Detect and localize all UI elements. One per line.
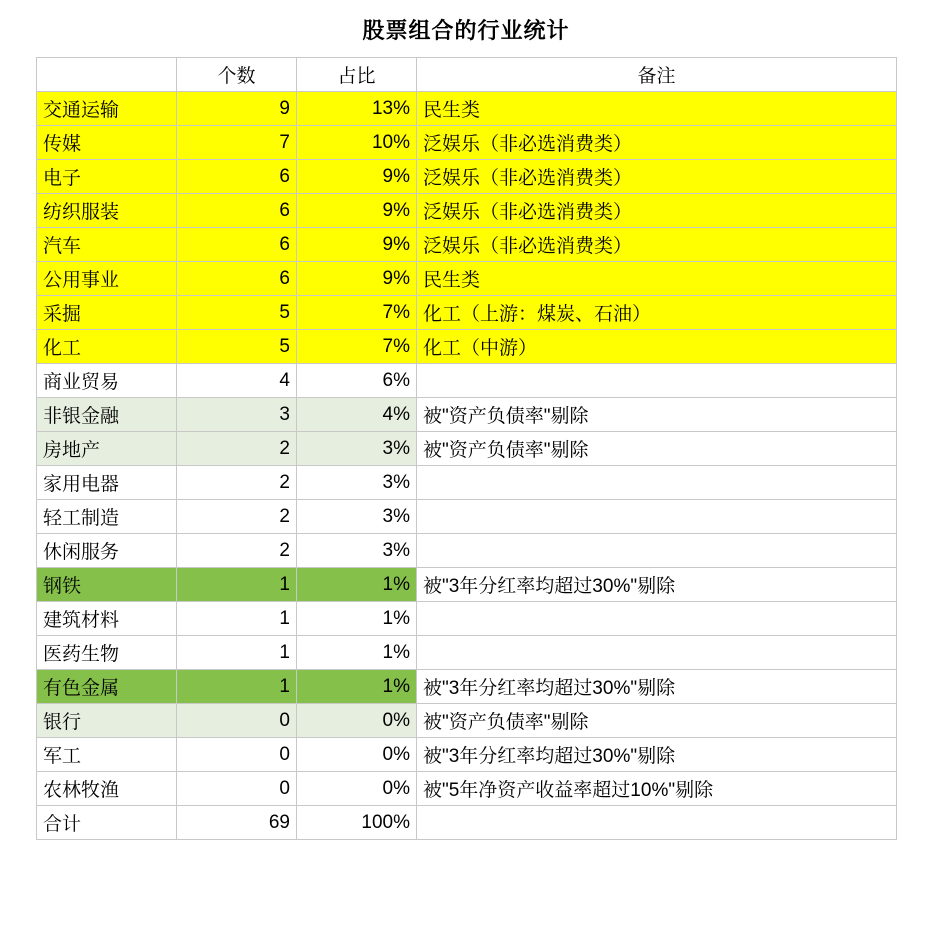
- cell-count: 69: [177, 806, 297, 840]
- cell-note: 民生类: [417, 262, 897, 296]
- cell-percent: 3%: [297, 500, 417, 534]
- cell-percent: 7%: [297, 296, 417, 330]
- cell-note: [417, 500, 897, 534]
- cell-count: 6: [177, 262, 297, 296]
- column-header-percent: 占比: [297, 58, 417, 92]
- cell-percent: 9%: [297, 160, 417, 194]
- cell-count: 2: [177, 466, 297, 500]
- cell-note: 民生类: [417, 92, 897, 126]
- cell-industry-name: 传媒: [37, 126, 177, 160]
- cell-count: 0: [177, 738, 297, 772]
- table-row: [37, 738, 897, 772]
- cell-percent: 1%: [297, 670, 417, 704]
- cell-percent: 4%: [297, 398, 417, 432]
- cell-percent: 6%: [297, 364, 417, 398]
- cell-note: 泛娱乐（非必选消费类）: [417, 160, 897, 194]
- table-row: [37, 92, 897, 126]
- cell-note: 被"3年分红率均超过30%"剔除: [417, 738, 897, 772]
- cell-count: 2: [177, 534, 297, 568]
- page-title: 股票组合的行业统计: [362, 18, 570, 43]
- table-row: [37, 364, 897, 398]
- cell-note: 被"3年分红率均超过30%"剔除: [417, 568, 897, 602]
- cell-count: 6: [177, 194, 297, 228]
- cell-industry-name: 家用电器: [37, 466, 177, 500]
- table-row: [37, 466, 897, 500]
- cell-note: [417, 364, 897, 398]
- cell-industry-name: 建筑材料: [37, 602, 177, 636]
- cell-percent: 0%: [297, 704, 417, 738]
- cell-percent: 1%: [297, 568, 417, 602]
- cell-note: 被"资产负债率"剔除: [417, 398, 897, 432]
- column-header-industry: [37, 58, 177, 92]
- cell-industry-name: 钢铁: [37, 568, 177, 602]
- cell-industry-name: 非银金融: [37, 398, 177, 432]
- cell-industry-name: 有色金属: [37, 670, 177, 704]
- cell-note: [417, 636, 897, 670]
- table-row: [37, 194, 897, 228]
- cell-count: 1: [177, 670, 297, 704]
- cell-industry-name: 公用事业: [37, 262, 177, 296]
- cell-count: 5: [177, 330, 297, 364]
- cell-percent: 3%: [297, 432, 417, 466]
- table-row: [37, 772, 897, 806]
- column-header-count: 个数: [177, 58, 297, 92]
- cell-count: 7: [177, 126, 297, 160]
- cell-percent: 9%: [297, 262, 417, 296]
- cell-industry-name: 汽车: [37, 228, 177, 262]
- table-row: [37, 636, 897, 670]
- cell-percent: 1%: [297, 636, 417, 670]
- cell-count: 6: [177, 160, 297, 194]
- cell-industry-name: 军工: [37, 738, 177, 772]
- cell-percent: 3%: [297, 466, 417, 500]
- cell-count: 2: [177, 500, 297, 534]
- table-row: [37, 160, 897, 194]
- cell-percent: 7%: [297, 330, 417, 364]
- cell-percent: 100%: [297, 806, 417, 840]
- table-row: [37, 602, 897, 636]
- cell-industry-name: 采掘: [37, 296, 177, 330]
- table-row: [37, 330, 897, 364]
- table-header-row: [37, 58, 897, 92]
- table-row: [37, 670, 897, 704]
- cell-industry-name: 纺织服装: [37, 194, 177, 228]
- cell-note: [417, 534, 897, 568]
- cell-percent: 0%: [297, 772, 417, 806]
- cell-industry-name: 银行: [37, 704, 177, 738]
- table-row-total: [37, 806, 897, 840]
- table-row: [37, 568, 897, 602]
- cell-count: 6: [177, 228, 297, 262]
- cell-industry-name: 轻工制造: [37, 500, 177, 534]
- table-row: [37, 432, 897, 466]
- cell-note: 被"3年分红率均超过30%"剔除: [417, 670, 897, 704]
- cell-note: 被"资产负债率"剔除: [417, 704, 897, 738]
- cell-count: 0: [177, 704, 297, 738]
- cell-count: 3: [177, 398, 297, 432]
- cell-note: 泛娱乐（非必选消费类）: [417, 126, 897, 160]
- table-row: [37, 262, 897, 296]
- cell-note: 泛娱乐（非必选消费类）: [417, 228, 897, 262]
- cell-note: 泛娱乐（非必选消费类）: [417, 194, 897, 228]
- cell-industry-name: 合计: [37, 806, 177, 840]
- table-row: [37, 398, 897, 432]
- cell-note: [417, 602, 897, 636]
- table-body: [37, 92, 897, 840]
- table-row: [37, 228, 897, 262]
- table-row: [37, 126, 897, 160]
- cell-percent: 9%: [297, 194, 417, 228]
- cell-percent: 3%: [297, 534, 417, 568]
- table-header: [37, 58, 897, 92]
- cell-note: [417, 466, 897, 500]
- cell-percent: 10%: [297, 126, 417, 160]
- cell-industry-name: 房地产: [37, 432, 177, 466]
- cell-industry-name: 交通运输: [37, 92, 177, 126]
- cell-percent: 0%: [297, 738, 417, 772]
- cell-count: 1: [177, 636, 297, 670]
- table-row: [37, 296, 897, 330]
- cell-industry-name: 医药生物: [37, 636, 177, 670]
- cell-count: 0: [177, 772, 297, 806]
- cell-count: 4: [177, 364, 297, 398]
- cell-industry-name: 商业贸易: [37, 364, 177, 398]
- column-header-note: 备注: [417, 58, 897, 92]
- cell-industry-name: 农林牧渔: [37, 772, 177, 806]
- cell-percent: 9%: [297, 228, 417, 262]
- cell-percent: 1%: [297, 602, 417, 636]
- industry-statistics-table: [36, 57, 897, 840]
- table-row: [37, 534, 897, 568]
- cell-count: 5: [177, 296, 297, 330]
- table-row: [37, 704, 897, 738]
- cell-industry-name: 电子: [37, 160, 177, 194]
- cell-note: 被"资产负债率"剔除: [417, 432, 897, 466]
- cell-count: 9: [177, 92, 297, 126]
- cell-note: [417, 806, 897, 840]
- cell-count: 1: [177, 602, 297, 636]
- cell-count: 2: [177, 432, 297, 466]
- cell-industry-name: 休闲服务: [37, 534, 177, 568]
- cell-note: 化工（中游）: [417, 330, 897, 364]
- cell-count: 1: [177, 568, 297, 602]
- table-row: [37, 500, 897, 534]
- cell-percent: 13%: [297, 92, 417, 126]
- cell-industry-name: 化工: [37, 330, 177, 364]
- cell-note: 被"5年净资产收益率超过10%"剔除: [417, 772, 897, 806]
- cell-note: 化工（上游：煤炭、石油）: [417, 296, 897, 330]
